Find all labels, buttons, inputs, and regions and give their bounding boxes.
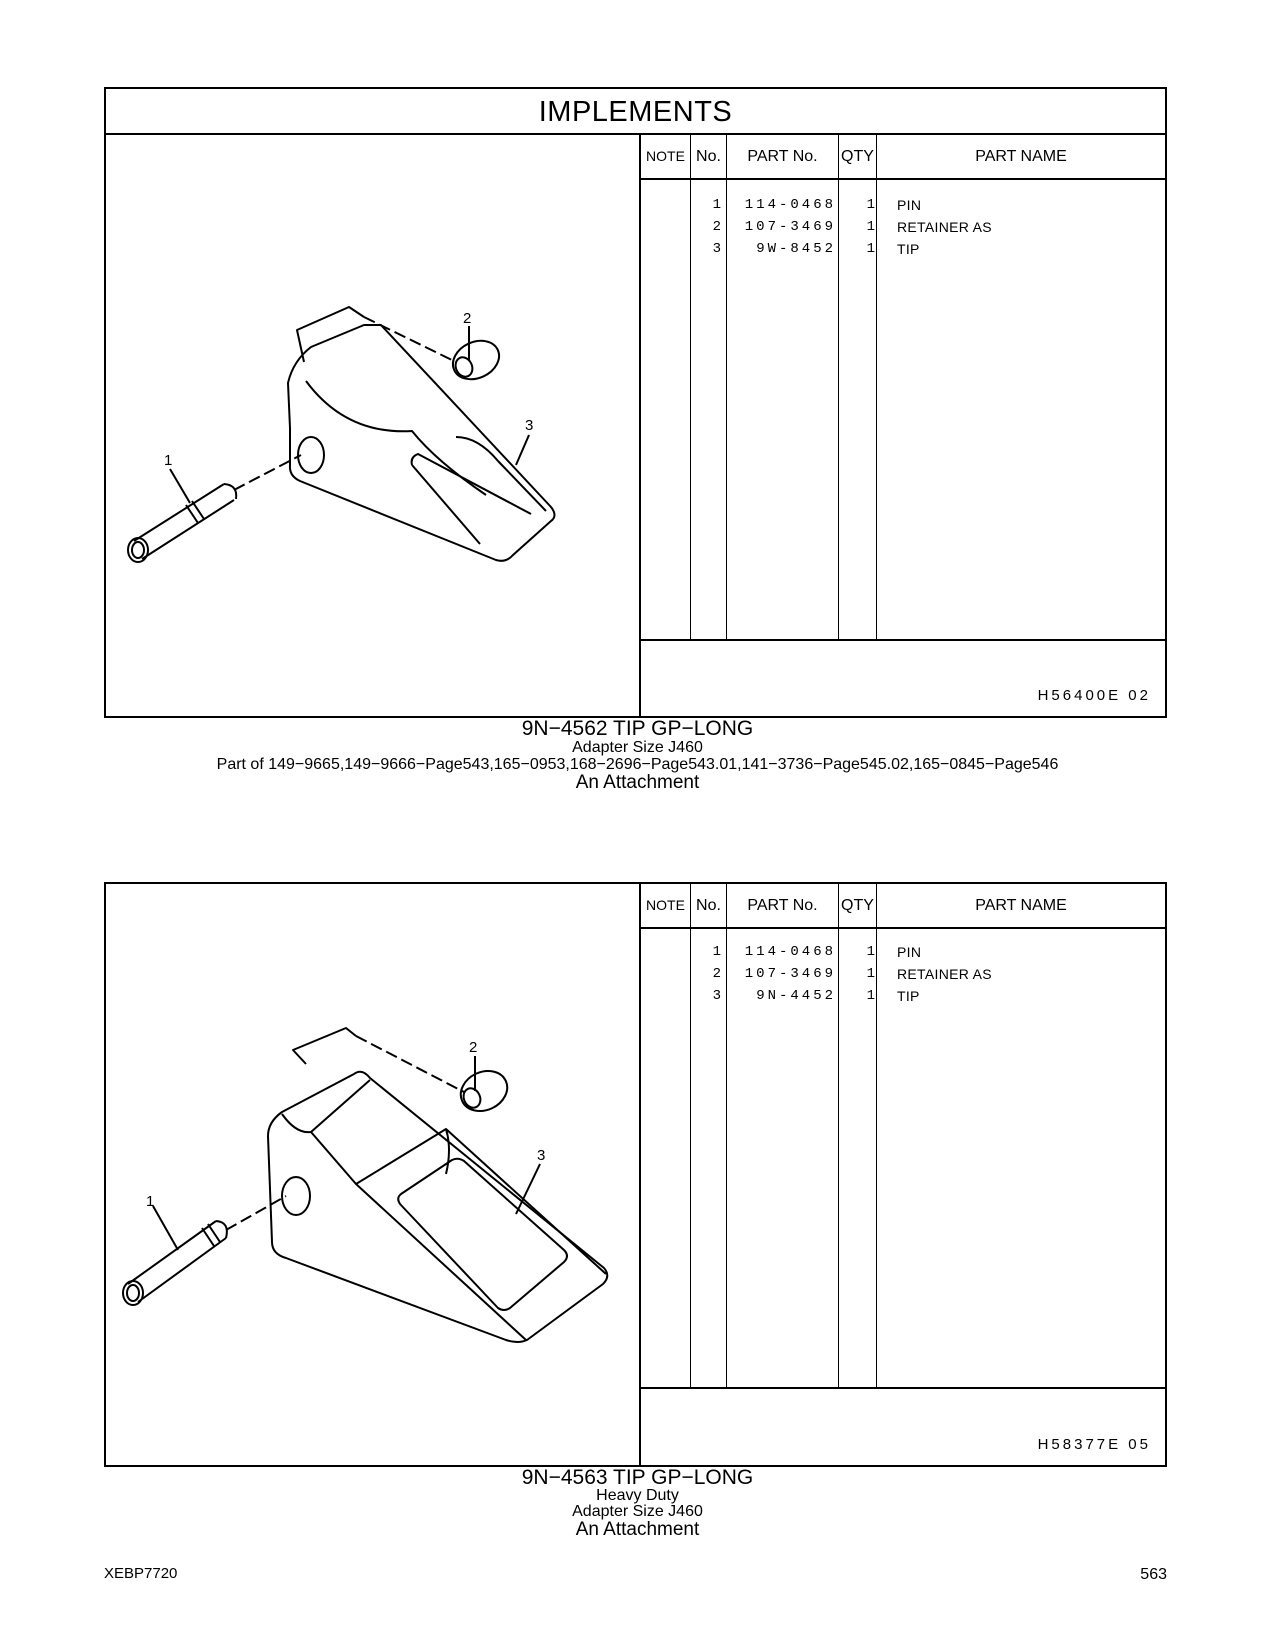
table-row xyxy=(641,985,1165,1007)
part-number: 9W-8452 xyxy=(756,241,836,257)
quantity: 1 xyxy=(866,966,875,982)
table-row xyxy=(641,963,1165,985)
header-qty: QTY xyxy=(841,897,874,914)
quantity: 1 xyxy=(866,241,875,257)
caption-title-2: 9N−4563 TIP GP−LONG xyxy=(521,1466,754,1489)
table-row xyxy=(641,216,1165,238)
header-part-no: PART No. xyxy=(747,148,818,165)
table-header xyxy=(641,884,1165,929)
quantity: 1 xyxy=(866,944,875,960)
table-header xyxy=(641,135,1165,180)
table-row xyxy=(641,238,1165,260)
parts-panel-1 xyxy=(104,87,1167,718)
header-no: No. xyxy=(696,897,721,914)
part-number: 9N-4452 xyxy=(756,988,836,1004)
item-number: 1 xyxy=(712,197,721,213)
header-qty: QTY xyxy=(841,148,874,165)
table-row xyxy=(641,194,1165,216)
item-number: 1 xyxy=(712,944,721,960)
callout-3: 3 xyxy=(525,417,534,434)
caption-line: Part of 149−9665,149−9666−Page543,165−0953,168−2696−Page543.01,141−3736−Page545.02,165−0845−Page546 xyxy=(216,756,1059,773)
parts-table-2 xyxy=(639,884,1165,1465)
header-note: NOTE xyxy=(646,148,685,164)
part-name: TIP xyxy=(897,241,920,257)
exploded-view-illustration-1 xyxy=(106,135,639,716)
caption-line: Heavy Duty xyxy=(596,1487,679,1504)
item-number: 3 xyxy=(712,241,721,257)
quantity: 1 xyxy=(866,988,875,1004)
illustration-reference: H58377E 05 xyxy=(1037,1436,1151,1453)
item-number: 2 xyxy=(712,219,721,235)
part-number: 107-3469 xyxy=(744,219,836,235)
header-note: NOTE xyxy=(646,897,685,913)
reference-box xyxy=(641,1387,1165,1465)
part-number: 114-0468 xyxy=(744,197,836,213)
part-name: RETAINER AS xyxy=(897,966,992,982)
header-no: No. xyxy=(696,148,721,165)
parts-panel-2 xyxy=(104,882,1167,1467)
caption-line: Adapter Size J460 xyxy=(572,1503,703,1520)
header-part-name: PART NAME xyxy=(975,148,1067,165)
part-number: 107-3469 xyxy=(744,966,836,982)
callout-1: 1 xyxy=(164,452,173,469)
part-name: RETAINER AS xyxy=(897,219,992,235)
illustration-reference: H56400E 02 xyxy=(1037,687,1151,704)
section-title: IMPLEMENTS xyxy=(106,89,1165,135)
caption-line: Adapter Size J460 xyxy=(572,739,703,756)
document-id: XEBP7720 xyxy=(104,1565,178,1582)
header-part-no: PART No. xyxy=(747,897,818,914)
part-name: PIN xyxy=(897,197,922,213)
quantity: 1 xyxy=(866,219,875,235)
table-row xyxy=(641,941,1165,963)
part-name: PIN xyxy=(897,944,922,960)
callout-1: 1 xyxy=(146,1193,155,1210)
callout-3: 3 xyxy=(537,1147,546,1164)
part-number: 114-0468 xyxy=(744,944,836,960)
caption-footer: An Attachment xyxy=(575,1519,700,1540)
parts-table-1 xyxy=(639,135,1165,716)
caption-title-1: 9N−4562 TIP GP−LONG xyxy=(521,717,754,740)
caption-footer: An Attachment xyxy=(575,772,700,793)
callout-2: 2 xyxy=(463,310,472,327)
item-number: 2 xyxy=(712,966,721,982)
item-number: 3 xyxy=(712,988,721,1004)
callout-2: 2 xyxy=(469,1039,478,1056)
part-name: TIP xyxy=(897,988,920,1004)
reference-box xyxy=(641,639,1165,716)
header-part-name: PART NAME xyxy=(975,897,1067,914)
exploded-view-illustration-2 xyxy=(106,884,639,1465)
page-number: 563 xyxy=(1140,1566,1167,1583)
quantity: 1 xyxy=(866,197,875,213)
